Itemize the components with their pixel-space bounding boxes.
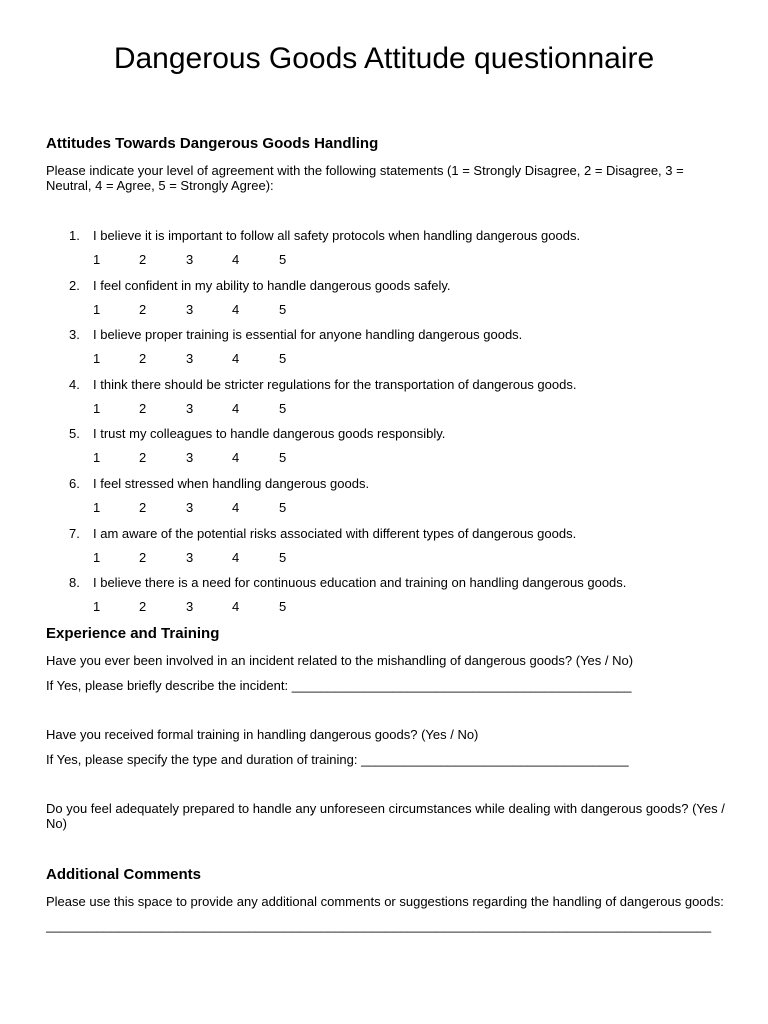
comments-heading: Additional Comments	[46, 866, 202, 883]
statement-text: I think there should be stricter regulations for the transportation of dangerous goods.	[93, 377, 577, 392]
rating-option-5[interactable]: 5	[279, 351, 287, 366]
document-title: Dangerous Goods Attitude questionnaire	[113, 42, 655, 75]
rating-option-5[interactable]: 5	[279, 450, 287, 465]
rating-option-1[interactable]: 1	[93, 599, 101, 614]
attitudes-instructions: Please indicate your level of agreement with the following statements (1 = Strongly Disagree, 2 = Disagree, 3 = Neutral, 4 = Agree, 5 = Strongly Agree):	[46, 163, 684, 193]
rating-option-1[interactable]: 1	[93, 550, 101, 565]
rating-option-1[interactable]: 1	[93, 302, 101, 317]
rating-scale	[0, 302, 768, 318]
incident-question: Have you ever been involved in an incident related to the mishandling of dangerous goods? (Yes / No)	[46, 653, 634, 668]
rating-scale	[0, 500, 768, 516]
training-details-field[interactable]: If Yes, please specify the type and duration of training: _____________________________________	[46, 752, 629, 767]
statement-text: I believe there is a need for continuous education and training on handling dangerous goods.	[93, 575, 627, 590]
rating-option-3[interactable]: 3	[186, 351, 194, 366]
rating-option-4[interactable]: 4	[232, 401, 240, 416]
rating-option-1[interactable]: 1	[93, 252, 101, 267]
rating-scale	[0, 599, 768, 615]
rating-scale	[0, 450, 768, 466]
rating-option-5[interactable]: 5	[279, 252, 287, 267]
rating-option-5[interactable]: 5	[279, 500, 287, 515]
rating-option-3[interactable]: 3	[186, 500, 194, 515]
rating-option-4[interactable]: 4	[232, 252, 240, 267]
rating-option-3[interactable]: 3	[186, 252, 194, 267]
statement-text: I trust my colleagues to handle dangerous goods responsibly.	[93, 426, 446, 441]
rating-option-5[interactable]: 5	[279, 401, 287, 416]
statement-number: 6.	[69, 476, 80, 491]
statement-number: 3.	[69, 327, 80, 342]
experience-heading: Experience and Training	[46, 625, 220, 642]
statement-number: 7.	[69, 526, 80, 541]
rating-option-4[interactable]: 4	[232, 450, 240, 465]
comments-answer-line[interactable]: ____________________________________________________________________________________________	[46, 918, 712, 933]
statement-text: I feel confident in my ability to handle dangerous goods safely.	[93, 278, 451, 293]
statement-number: 8.	[69, 575, 80, 590]
statement-text: I believe it is important to follow all safety protocols when handling dangerous goods.	[93, 228, 581, 243]
rating-option-2[interactable]: 2	[139, 351, 147, 366]
comments-prompt: Please use this space to provide any additional comments or suggestions regarding the handling of dangerous goods:	[46, 894, 724, 909]
rating-option-5[interactable]: 5	[279, 550, 287, 565]
statement-number: 4.	[69, 377, 80, 392]
statement-number: 5.	[69, 426, 80, 441]
incident-description-field[interactable]: If Yes, please briefly describe the incident: _______________________________________________	[46, 678, 632, 693]
rating-scale	[0, 252, 768, 268]
rating-option-2[interactable]: 2	[139, 550, 147, 565]
rating-option-1[interactable]: 1	[93, 500, 101, 515]
rating-option-3[interactable]: 3	[186, 550, 194, 565]
rating-option-4[interactable]: 4	[232, 500, 240, 515]
rating-option-2[interactable]: 2	[139, 450, 147, 465]
rating-option-4[interactable]: 4	[232, 599, 240, 614]
statement-text: I am aware of the potential risks associated with different types of dangerous goods.	[93, 526, 577, 541]
rating-scale	[0, 550, 768, 566]
rating-option-2[interactable]: 2	[139, 252, 147, 267]
rating-option-2[interactable]: 2	[139, 599, 147, 614]
rating-option-3[interactable]: 3	[186, 302, 194, 317]
rating-option-1[interactable]: 1	[93, 401, 101, 416]
rating-option-2[interactable]: 2	[139, 302, 147, 317]
rating-option-2[interactable]: 2	[139, 401, 147, 416]
statement-text: I believe proper training is essential for anyone handling dangerous goods.	[93, 327, 523, 342]
rating-option-4[interactable]: 4	[232, 351, 240, 366]
rating-option-1[interactable]: 1	[93, 351, 101, 366]
rating-option-5[interactable]: 5	[279, 599, 287, 614]
rating-option-3[interactable]: 3	[186, 450, 194, 465]
rating-option-4[interactable]: 4	[232, 550, 240, 565]
statement-number: 1.	[69, 228, 80, 243]
rating-option-2[interactable]: 2	[139, 500, 147, 515]
rating-scale	[0, 401, 768, 417]
rating-scale	[0, 351, 768, 367]
prepared-question: Do you feel adequately prepared to handle any unforeseen circumstances while dealing with dangerous goods? (Yes / No)	[46, 801, 725, 831]
rating-option-1[interactable]: 1	[93, 450, 101, 465]
rating-option-5[interactable]: 5	[279, 302, 287, 317]
statement-text: I feel stressed when handling dangerous goods.	[93, 476, 370, 491]
rating-option-3[interactable]: 3	[186, 599, 194, 614]
statement-number: 2.	[69, 278, 80, 293]
rating-option-3[interactable]: 3	[186, 401, 194, 416]
attitudes-heading: Attitudes Towards Dangerous Goods Handling	[46, 135, 379, 152]
rating-option-4[interactable]: 4	[232, 302, 240, 317]
training-question: Have you received formal training in handling dangerous goods? (Yes / No)	[46, 727, 479, 742]
